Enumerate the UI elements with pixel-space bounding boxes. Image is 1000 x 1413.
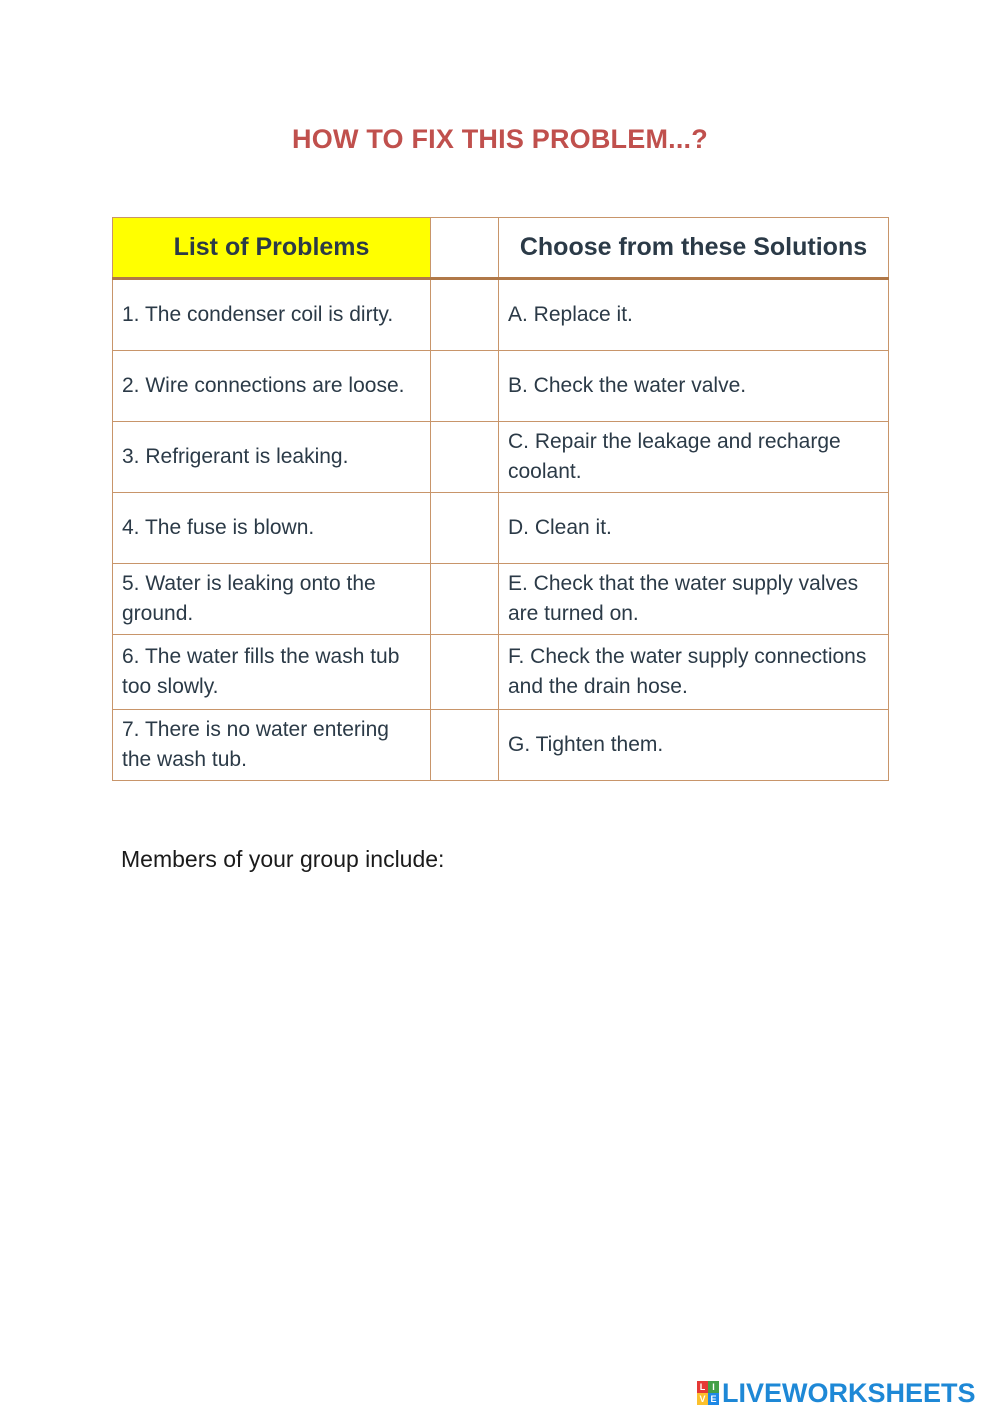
page-title: HOW TO FIX THIS PROBLEM...?: [292, 124, 708, 154]
table-row: [113, 564, 889, 635]
solution-cell: A. Replace it.: [499, 279, 889, 351]
problem-cell: 4. The fuse is blown.: [113, 493, 431, 564]
answer-input-cell[interactable]: [431, 710, 499, 781]
problem-cell: 6. The water fills the wash tub too slowly.: [113, 635, 431, 710]
problem-cell: 5. Water is leaking onto the ground.: [113, 564, 431, 635]
table-row: [113, 635, 889, 710]
problem-cell: 1. The condenser coil is dirty.: [113, 279, 431, 351]
group-members-label: Members of your group include:: [121, 846, 445, 872]
logo-letter: I: [708, 1381, 719, 1393]
brand-text: LIVEWORKSHEETS: [722, 1377, 976, 1408]
solution-cell: D. Clean it.: [499, 493, 889, 564]
liveworksheets-logo-icon: [697, 1381, 719, 1405]
logo-letter: V: [697, 1393, 708, 1405]
liveworksheets-logo: [697, 1378, 976, 1408]
solution-cell: C. Repair the leakage and recharge coolant.: [499, 422, 889, 493]
answer-input-cell[interactable]: [431, 635, 499, 710]
problem-cell: 7. There is no water entering the wash tub.: [113, 710, 431, 781]
answer-column-header: [431, 218, 499, 279]
problems-column-header: List of Problems: [113, 218, 431, 279]
answer-input-cell[interactable]: [431, 493, 499, 564]
table-row: [113, 279, 889, 351]
solution-cell: G. Tighten them.: [499, 710, 889, 781]
solutions-column-header: Choose from these Solutions: [499, 218, 889, 279]
table-row: [113, 710, 889, 781]
table-row: [113, 422, 889, 493]
solution-cell: F. Check the water supply connections and the drain hose.: [499, 635, 889, 710]
answer-input-cell[interactable]: [431, 351, 499, 422]
table-header-row: [113, 218, 889, 279]
problem-cell: 3. Refrigerant is leaking.: [113, 422, 431, 493]
table-row: [113, 493, 889, 564]
logo-letter: L: [697, 1381, 708, 1393]
answer-input-cell[interactable]: [431, 422, 499, 493]
solution-cell: B. Check the water valve.: [499, 351, 889, 422]
logo-letter: E: [708, 1393, 719, 1405]
problem-cell: 2. Wire connections are loose.: [113, 351, 431, 422]
solution-cell: E. Check that the water supply valves are turned on.: [499, 564, 889, 635]
answer-input-cell[interactable]: [431, 564, 499, 635]
matching-table: [112, 217, 889, 781]
table-row: [113, 351, 889, 422]
answer-input-cell[interactable]: [431, 279, 499, 351]
